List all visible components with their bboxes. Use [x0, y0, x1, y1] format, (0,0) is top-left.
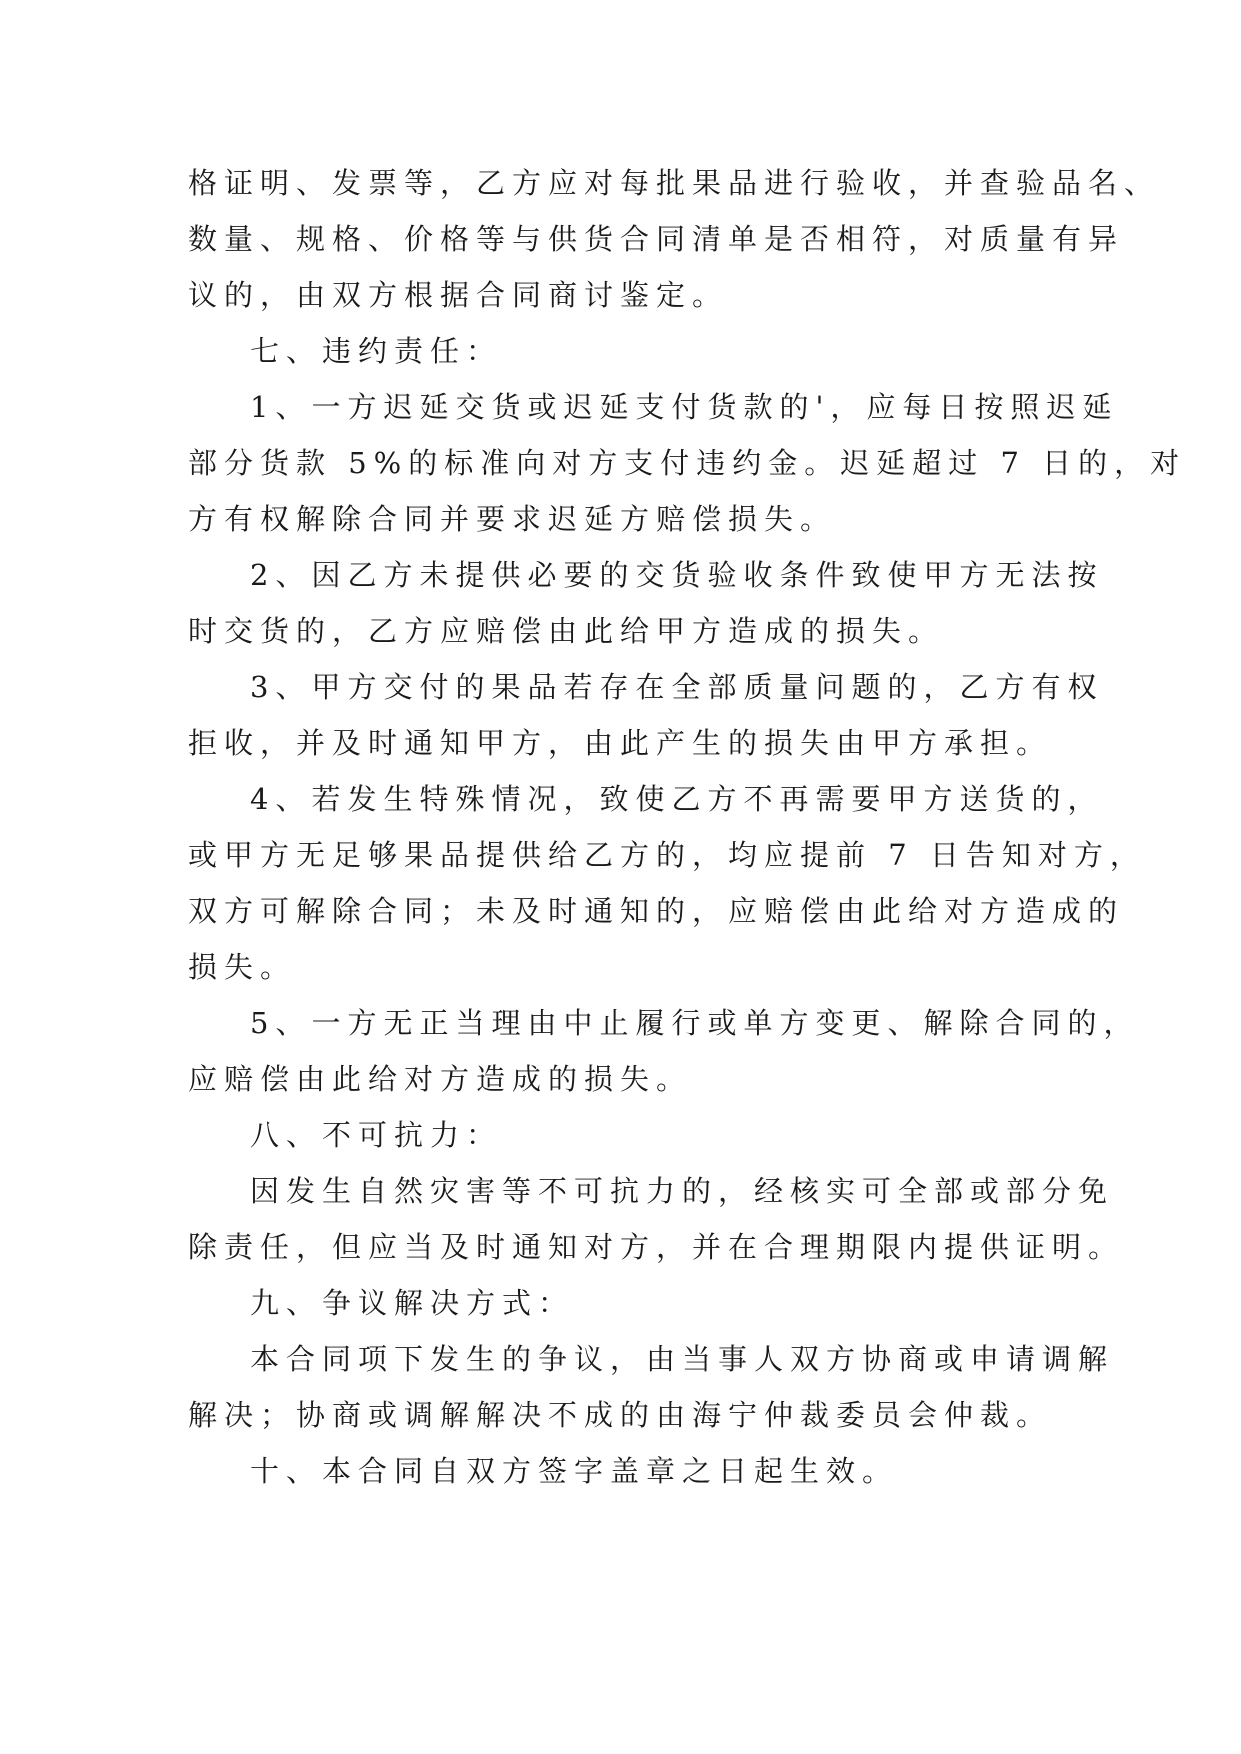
text-line: 5、一方无正当理由中止履行或单方变更、解除合同的， [250, 1006, 1140, 1040]
text-line: 3、甲方交付的果品若存在全部质量问题的，乙方有权 [250, 670, 1104, 704]
text-line: 拒收，并及时通知甲方，由此产生的损失由甲方承担。 [188, 726, 1053, 760]
text-line: 部分货款 5%的标准向对方支付违约金。迟延超过 7 日的，对 [188, 446, 1187, 480]
section-heading-dispute: 九、争议解决方式： [250, 1286, 575, 1320]
text-line: 除责任，但应当及时通知对方，并在合理期限内提供证明。 [188, 1230, 1125, 1264]
text-line: 本合同项下发生的争议，由当事人双方协商或申请调解 [250, 1342, 1115, 1376]
text-line: 损失。 [188, 950, 297, 984]
text-line: 议的，由双方根据合同商讨鉴定。 [188, 278, 729, 312]
text-line: 因发生自然灾害等不可抗力的，经核实可全部或部分免 [250, 1174, 1115, 1208]
text-line: 格证明、发票等，乙方应对每批果品进行验收，并查验品名、 [188, 166, 1161, 200]
text-line: 或甲方无足够果品提供给乙方的，均应提前 7 日告知对方， [188, 838, 1146, 872]
text-line: 双方可解除合同；未及时通知的，应赔偿由此给对方造成的 [188, 894, 1125, 928]
text-line: 应赔偿由此给对方造成的损失。 [188, 1062, 693, 1096]
text-line: 数量、规格、价格等与供货合同清单是否相符，对质量有异 [188, 222, 1125, 256]
section-heading-breach: 七、违约责任： [250, 334, 503, 368]
contract-body [188, 155, 1187, 1499]
section-heading-effective: 十、本合同自双方签字盖章之日起生效。 [250, 1454, 899, 1488]
text-line: 解决；协商或调解解决不成的由海宁仲裁委员会仲裁。 [188, 1398, 1053, 1432]
text-line: 时交货的，乙方应赔偿由此给甲方造成的损失。 [188, 614, 945, 648]
text-line: 方有权解除合同并要求迟延方赔偿损失。 [188, 502, 837, 536]
section-heading-force-majeure: 八、不可抗力： [250, 1118, 503, 1152]
text-line: 1、一方迟延交货或迟延支付货款的'，应每日按照迟延 [250, 390, 1119, 424]
text-line: 2、因乙方未提供必要的交货验收条件致使甲方无法按 [250, 558, 1104, 592]
text-line: 4、若发生特殊情况，致使乙方不再需要甲方送货的， [250, 782, 1104, 816]
